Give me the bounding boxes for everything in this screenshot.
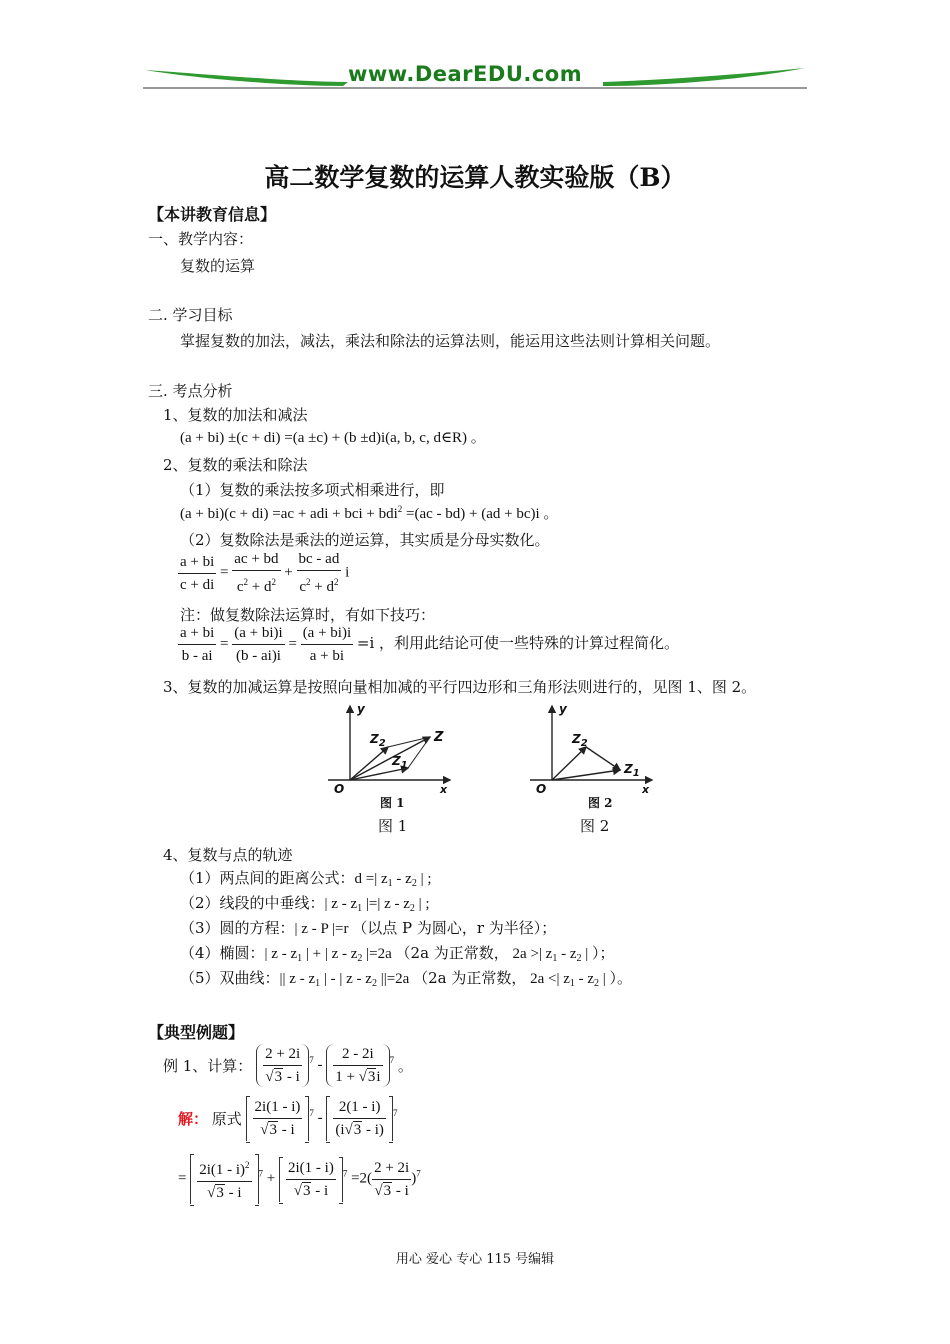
figure-2: [522, 700, 662, 812]
fig1-o-label: O: [334, 782, 345, 796]
fig2-y-label: y: [559, 702, 567, 716]
s1-body: 复数的运算: [180, 257, 256, 275]
fig1-z2-label: $Z_2$: [370, 732, 386, 749]
solution-line-2: = $\frac{2i(1 - i)^2}{√3 - i}$ $^7$ + $\frac{2i(1 - i)}{√3 - i}$ $^7$ =2( $\frac{2 + 2i}{√3 - i}$ )$^7$: [178, 1154, 421, 1204]
note-trick: 注：做复数除法运算时，有如下技巧：: [180, 606, 436, 624]
page-footer: 用心 爱心 专心 115 号编辑: [395, 1252, 555, 1267]
fig2-z1-label: $Z_1$: [624, 762, 640, 779]
section-heading-examples: 【典型例题】: [148, 1023, 245, 1042]
header-banner: [143, 60, 807, 92]
formula-trick: $\frac{a + bi}{b - ai}$ = $\frac{(a + bi)i}{(b - ai)i}$ = $\frac{(a + bi)i}{a + bi}$ =i ，利用此结论可使一些特殊的计算过程简化。: [180, 625, 680, 664]
doc-title: 高二数学复数的运算人教实验版（B）: [264, 163, 686, 192]
fig1-z1-label: $Z_1$: [392, 754, 408, 771]
point-4-5: （5）双曲线：|| z - $z_1$ | - | z - $z_2$ ||=2a （2a 为正常数， 2a <| $z_1 - z_2$ | ）。: [180, 969, 633, 989]
solution-line-1: 解： 原式 $\frac{2i(1 - i)}{√3 - i}$ $^7$ - $\frac{2(1 - i)}{(i√3 - i)}$ $^7$: [178, 1096, 397, 1141]
s2-body: 掌握复数的加法，减法，乘法和除法的运算法则，能运用这些法则计算相关问题。: [180, 332, 721, 350]
s1-heading: 一、教学内容：: [148, 230, 254, 248]
s3-heading: 三. 考点分析: [148, 382, 233, 400]
point-3: 3、复数的加减运算是按照向量相加减的平行四边形和三角形法则进行的，见图 1、图 2。: [163, 678, 757, 696]
point-4: 4、复数与点的轨迹: [163, 846, 293, 864]
point-2: 2、复数的乘法和除法: [163, 456, 308, 474]
solution-label: 解：: [178, 1110, 209, 1128]
fig2-inner-caption: 图 2: [588, 796, 613, 810]
fig2-o-label: O: [536, 782, 547, 796]
point-4-1: （1）两点间的距离公式：d =| $z_1 - z_2$ | ;: [180, 869, 432, 889]
section-heading-info: 【本讲教育信息】: [148, 205, 277, 224]
point-2-1: （1）复数的乘法按多项式相乘进行，即: [180, 481, 445, 499]
fig1-inner-caption: 图 1: [380, 796, 405, 810]
formula-multiply-a: (a + bi)(c + di) =ac + adi + bci + bdi: [180, 506, 398, 522]
point-4-4: （4）椭圆：| z - $z_1$ | + | z - $z_2$ |=2a （2a 为正常数， 2a >| $z_1 - z_2$ | ）；: [180, 944, 615, 964]
point-1: 1、复数的加法和减法: [163, 406, 308, 424]
point-4-3: （3）圆的方程：| z - P |=r （以点 P 为圆心，r 为半径）；: [180, 919, 557, 937]
formula-multiply-b: =(ac - bd) + (ad + bc)i 。: [402, 506, 559, 522]
point-2-2: （2）复数除法是乘法的逆运算，其实质是分母实数化。: [180, 531, 550, 549]
fig1-caption: 图 1: [378, 817, 408, 835]
fig2-caption: 图 2: [580, 817, 610, 835]
fig1-x-label: x: [440, 783, 448, 796]
point-4-2: （2）线段的中垂线：| z - $z_1$ |=| z - $z_2$ | ;: [180, 894, 430, 914]
fig2-z2-label: $Z_2$: [572, 732, 588, 749]
figure-1: [320, 700, 460, 812]
fig1-z-label: Z: [434, 730, 444, 745]
fig1-y-label: y: [357, 702, 365, 716]
formula-add-sub: (a + bi) ±(c + di) =(a ±c) + (b ±d)i(a, b, c, d∈R) 。: [180, 430, 486, 446]
s2-heading: 二. 学习目标: [148, 306, 233, 324]
fig2-x-label: x: [642, 783, 650, 796]
formula-multiply: (a + bi)(c + di) =ac + adi + bci + bdi$^2$ =(ac - bd) + (ad + bc)i 。: [180, 504, 559, 522]
header-logo-text: www.DearEDU.com: [348, 62, 583, 86]
formula-divide: $\frac{a + bi}{c + di}$ = $\frac{ac + bd}{c^2 + d^2}$ + $\frac{bc - ad}{c^2 + d^2}$ i: [180, 551, 350, 595]
example-1: 例 1、计算： $\frac{2 + 2i}{√3 - i}$ $^7$ - $\frac{2 - 2i}{1 + √3i}$ $^7$ 。: [163, 1046, 413, 1085]
